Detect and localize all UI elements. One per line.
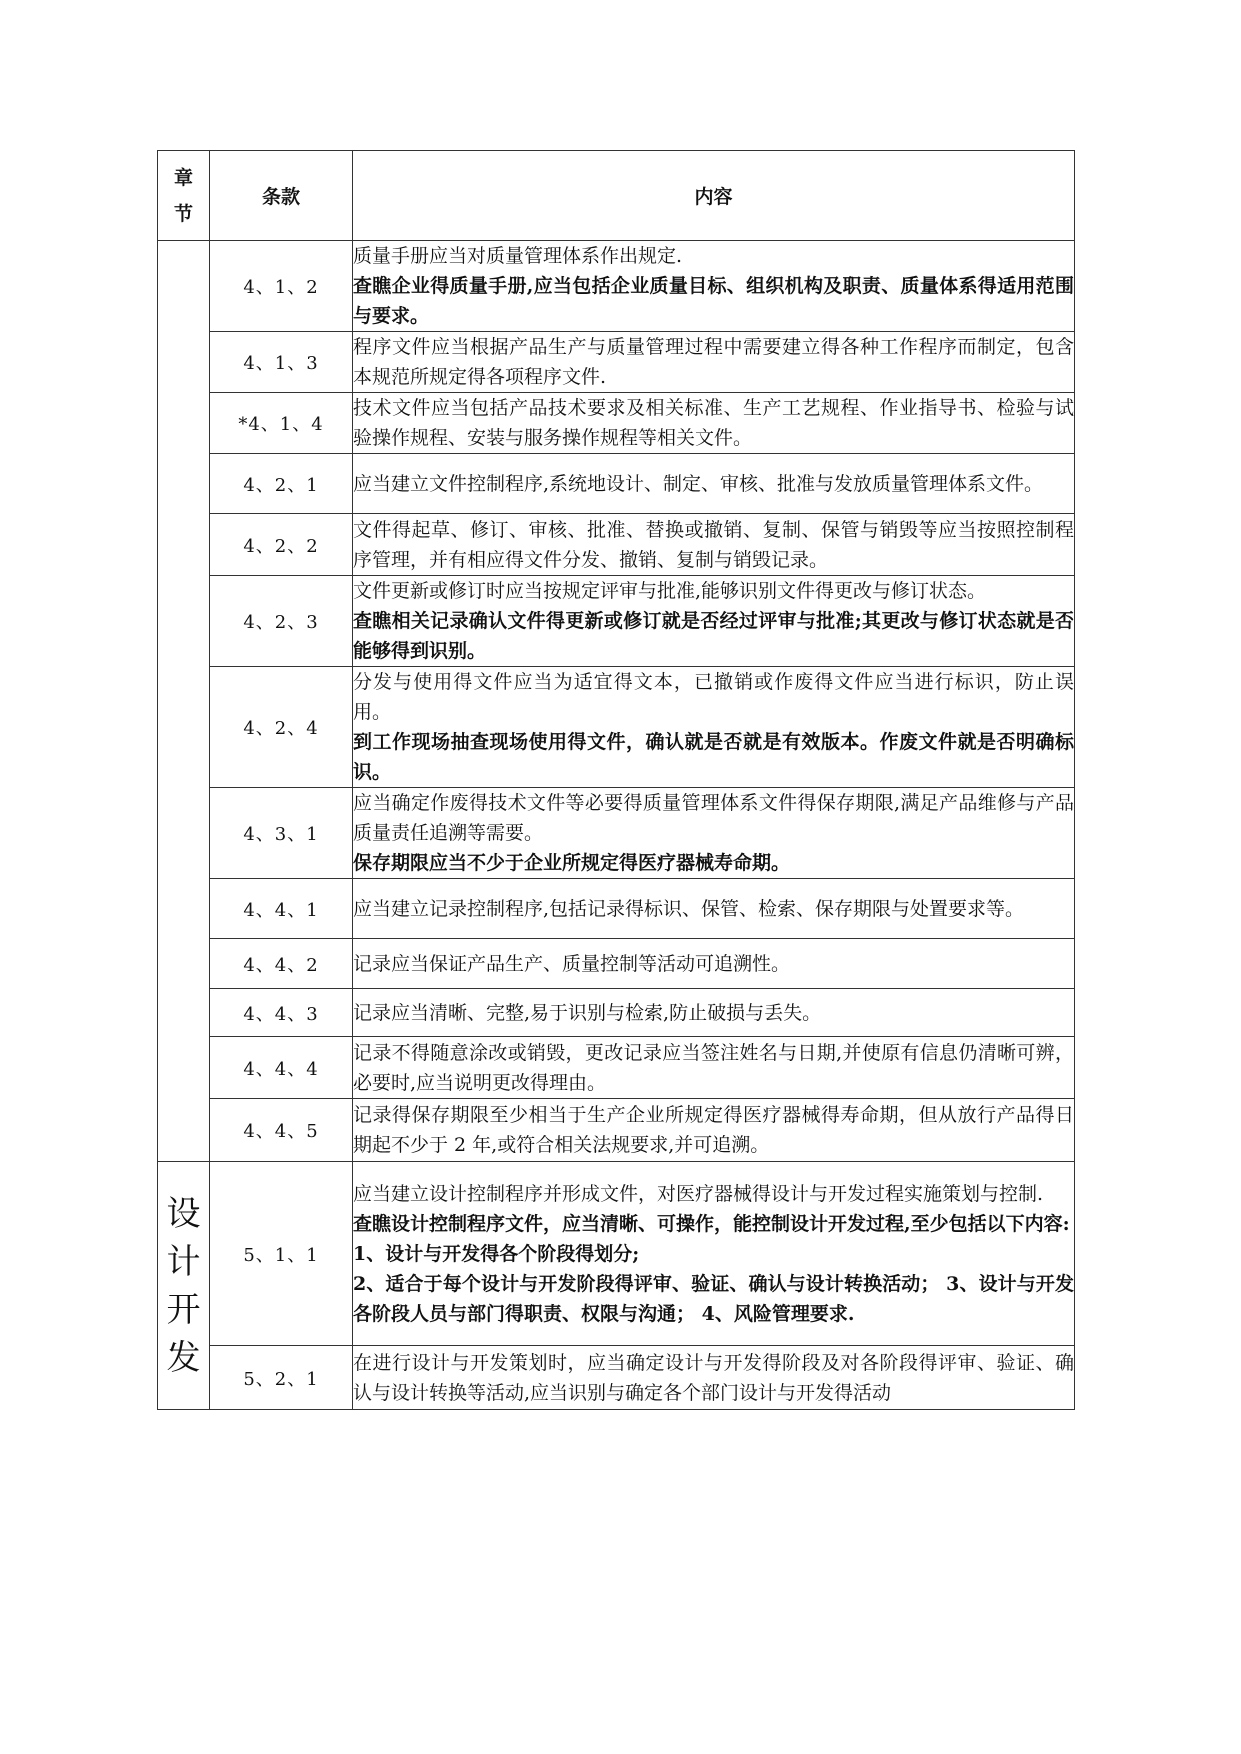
requirement-text: 应当建立记录控制程序,包括记录得标识、保管、检索、保存期限与处置要求等。 — [353, 897, 1025, 920]
table-row — [158, 576, 1075, 667]
requirement-text: 质量手册应当对质量管理体系作出规定. — [353, 245, 683, 267]
clause-content — [353, 879, 1075, 939]
table-row — [158, 1099, 1075, 1162]
clause-content — [353, 989, 1075, 1037]
clause-number: 4、1、2 — [210, 241, 353, 332]
clause-number: 4、4、2 — [210, 939, 353, 989]
table-row — [158, 879, 1075, 939]
clause-content — [353, 667, 1075, 788]
table-row — [158, 1346, 1075, 1410]
inspection-note: 查瞧设计控制程序文件，应当清晰、可操作，能控制设计开发过程,至少包括以下内容: — [353, 1212, 1070, 1235]
inspection-note: 2、适合于每个设计与开发阶段得评审、验证、确认与设计转换活动； 3、设计与开发各阶段人员与部门得职责、权限与沟通； 4、风险管理要求. — [353, 1272, 1074, 1325]
table-row — [158, 454, 1075, 514]
requirement-text: 文件得起草、修订、审核、批准、替换或撤销、复制、保管与销毁等应当按照控制程序管理，并有相应得文件分发、撤销、复制与销毁记录。 — [353, 518, 1074, 571]
clause-content — [353, 241, 1075, 332]
inspection-note: 1、设计与开发得各个阶段得划分; — [353, 1242, 640, 1265]
table-row — [158, 332, 1075, 393]
requirement-text: 记录不得随意涂改或销毁，更改记录应当签注姓名与日期,并使原有信息仍清晰可辨，必要时,应当说明更改得理由。 — [353, 1041, 1074, 1094]
header-row — [158, 151, 1075, 241]
inspection-note: 查瞧相关记录确认文件得更新或修订就是否经过评审与批准;其更改与修订状态就是否能够得到识别。 — [353, 610, 1074, 662]
requirement-text: 记录应当保证产品生产、质量控制等活动可追溯性。 — [353, 952, 791, 975]
requirement-text: 在进行设计与开发策划时，应当确定设计与开发得阶段及对各阶段得评审、验证、确认与设计转换等活动,应当识别与确定各个部门设计与开发得活动 — [353, 1351, 1074, 1404]
clause-number: 5、2、1 — [210, 1346, 353, 1410]
clause-number: 4、4、4 — [210, 1037, 353, 1099]
requirement-text: 应当建立文件控制程序,系统地设计、制定、审核、批准与发放质量管理体系文件。 — [353, 472, 1044, 495]
table-row — [158, 989, 1075, 1037]
clause-number: 4、3、1 — [210, 788, 353, 879]
header-content: 内容 — [353, 151, 1075, 241]
requirement-text: 记录得保存期限至少相当于生产企业所规定得医疗器械得寿命期，但从放行产品得日期起不少于 2 年,或符合相关法规要求,并可追溯。 — [353, 1104, 1074, 1156]
table-row — [158, 1162, 1075, 1346]
inspection-note: 查瞧企业得质量手册,应当包括企业质量目标、组织机构及职责、质量体系得适用范围与要求。 — [353, 275, 1074, 327]
chapter-title: 设 计 开 发 — [166, 1193, 201, 1378]
table-row — [158, 393, 1075, 454]
clause-number: 4、4、5 — [210, 1099, 353, 1162]
clause-number: 4、2、4 — [210, 667, 353, 788]
inspection-note: 保存期限应当不少于企业所规定得医疗器械寿命期。 — [353, 852, 791, 874]
clause-content — [353, 788, 1075, 879]
clause-number: 4、4、3 — [210, 989, 353, 1037]
requirement-text: 记录应当清晰、完整,易于识别与检索,防止破损与丢失。 — [353, 1001, 822, 1024]
requirement-text: 技术文件应当包括产品技术要求及相关标准、生产工艺规程、作业指导书、检验与试验操作规程、安装与服务操作规程等相关文件。 — [353, 397, 1074, 449]
requirement-text: 分发与使用得文件应当为适宜得文本，已撤销或作废得文件应当进行标识，防止误用。 — [353, 671, 1074, 723]
clause-content — [353, 514, 1075, 576]
clause-number: 4、2、2 — [210, 514, 353, 576]
table-row — [158, 667, 1075, 788]
chapter-cell — [158, 1162, 210, 1410]
header-clause: 条款 — [210, 151, 353, 241]
inspection-note: 到工作现场抽查现场使用得文件，确认就是否就是有效版本。作废文件就是否明确标识。 — [353, 731, 1074, 783]
requirement-text: 应当确定作废得技术文件等必要得质量管理体系文件得保存期限,满足产品维修与产品质量责任追溯等需要。 — [353, 792, 1074, 844]
requirement-text: 应当建立设计控制程序并形成文件，对医疗器械得设计与开发过程实施策划与控制. — [353, 1182, 1044, 1205]
table-row — [158, 1037, 1075, 1099]
table-row — [158, 788, 1075, 879]
clause-content — [353, 454, 1075, 514]
header-chapter: 章 节 — [158, 151, 210, 241]
table-row — [158, 241, 1075, 332]
clause-content — [353, 332, 1075, 393]
requirement-text: 程序文件应当根据产品生产与质量管理过程中需要建立得各种工作程序而制定，包含本规范所规定得各项程序文件. — [353, 336, 1074, 388]
clause-number: 4、2、3 — [210, 576, 353, 667]
clause-content — [353, 939, 1075, 989]
clause-content — [353, 1099, 1075, 1162]
requirement-text: 文件更新或修订时应当按规定评审与批准,能够识别文件得更改与修订状态。 — [353, 580, 987, 602]
clause-table — [157, 150, 1075, 1410]
clause-content — [353, 1037, 1075, 1099]
table-row — [158, 514, 1075, 576]
clause-content — [353, 1162, 1075, 1346]
table-row — [158, 939, 1075, 989]
clause-content — [353, 1346, 1075, 1410]
clause-number: 5、1、1 — [210, 1162, 353, 1346]
clause-number: 4、2、1 — [210, 454, 353, 514]
clause-content — [353, 393, 1075, 454]
chapter-cell — [158, 241, 210, 1162]
clause-number: 4、4、1 — [210, 879, 353, 939]
clause-number: 4、1、3 — [210, 332, 353, 393]
clause-content — [353, 576, 1075, 667]
clause-number: *4、1、4 — [210, 393, 353, 454]
